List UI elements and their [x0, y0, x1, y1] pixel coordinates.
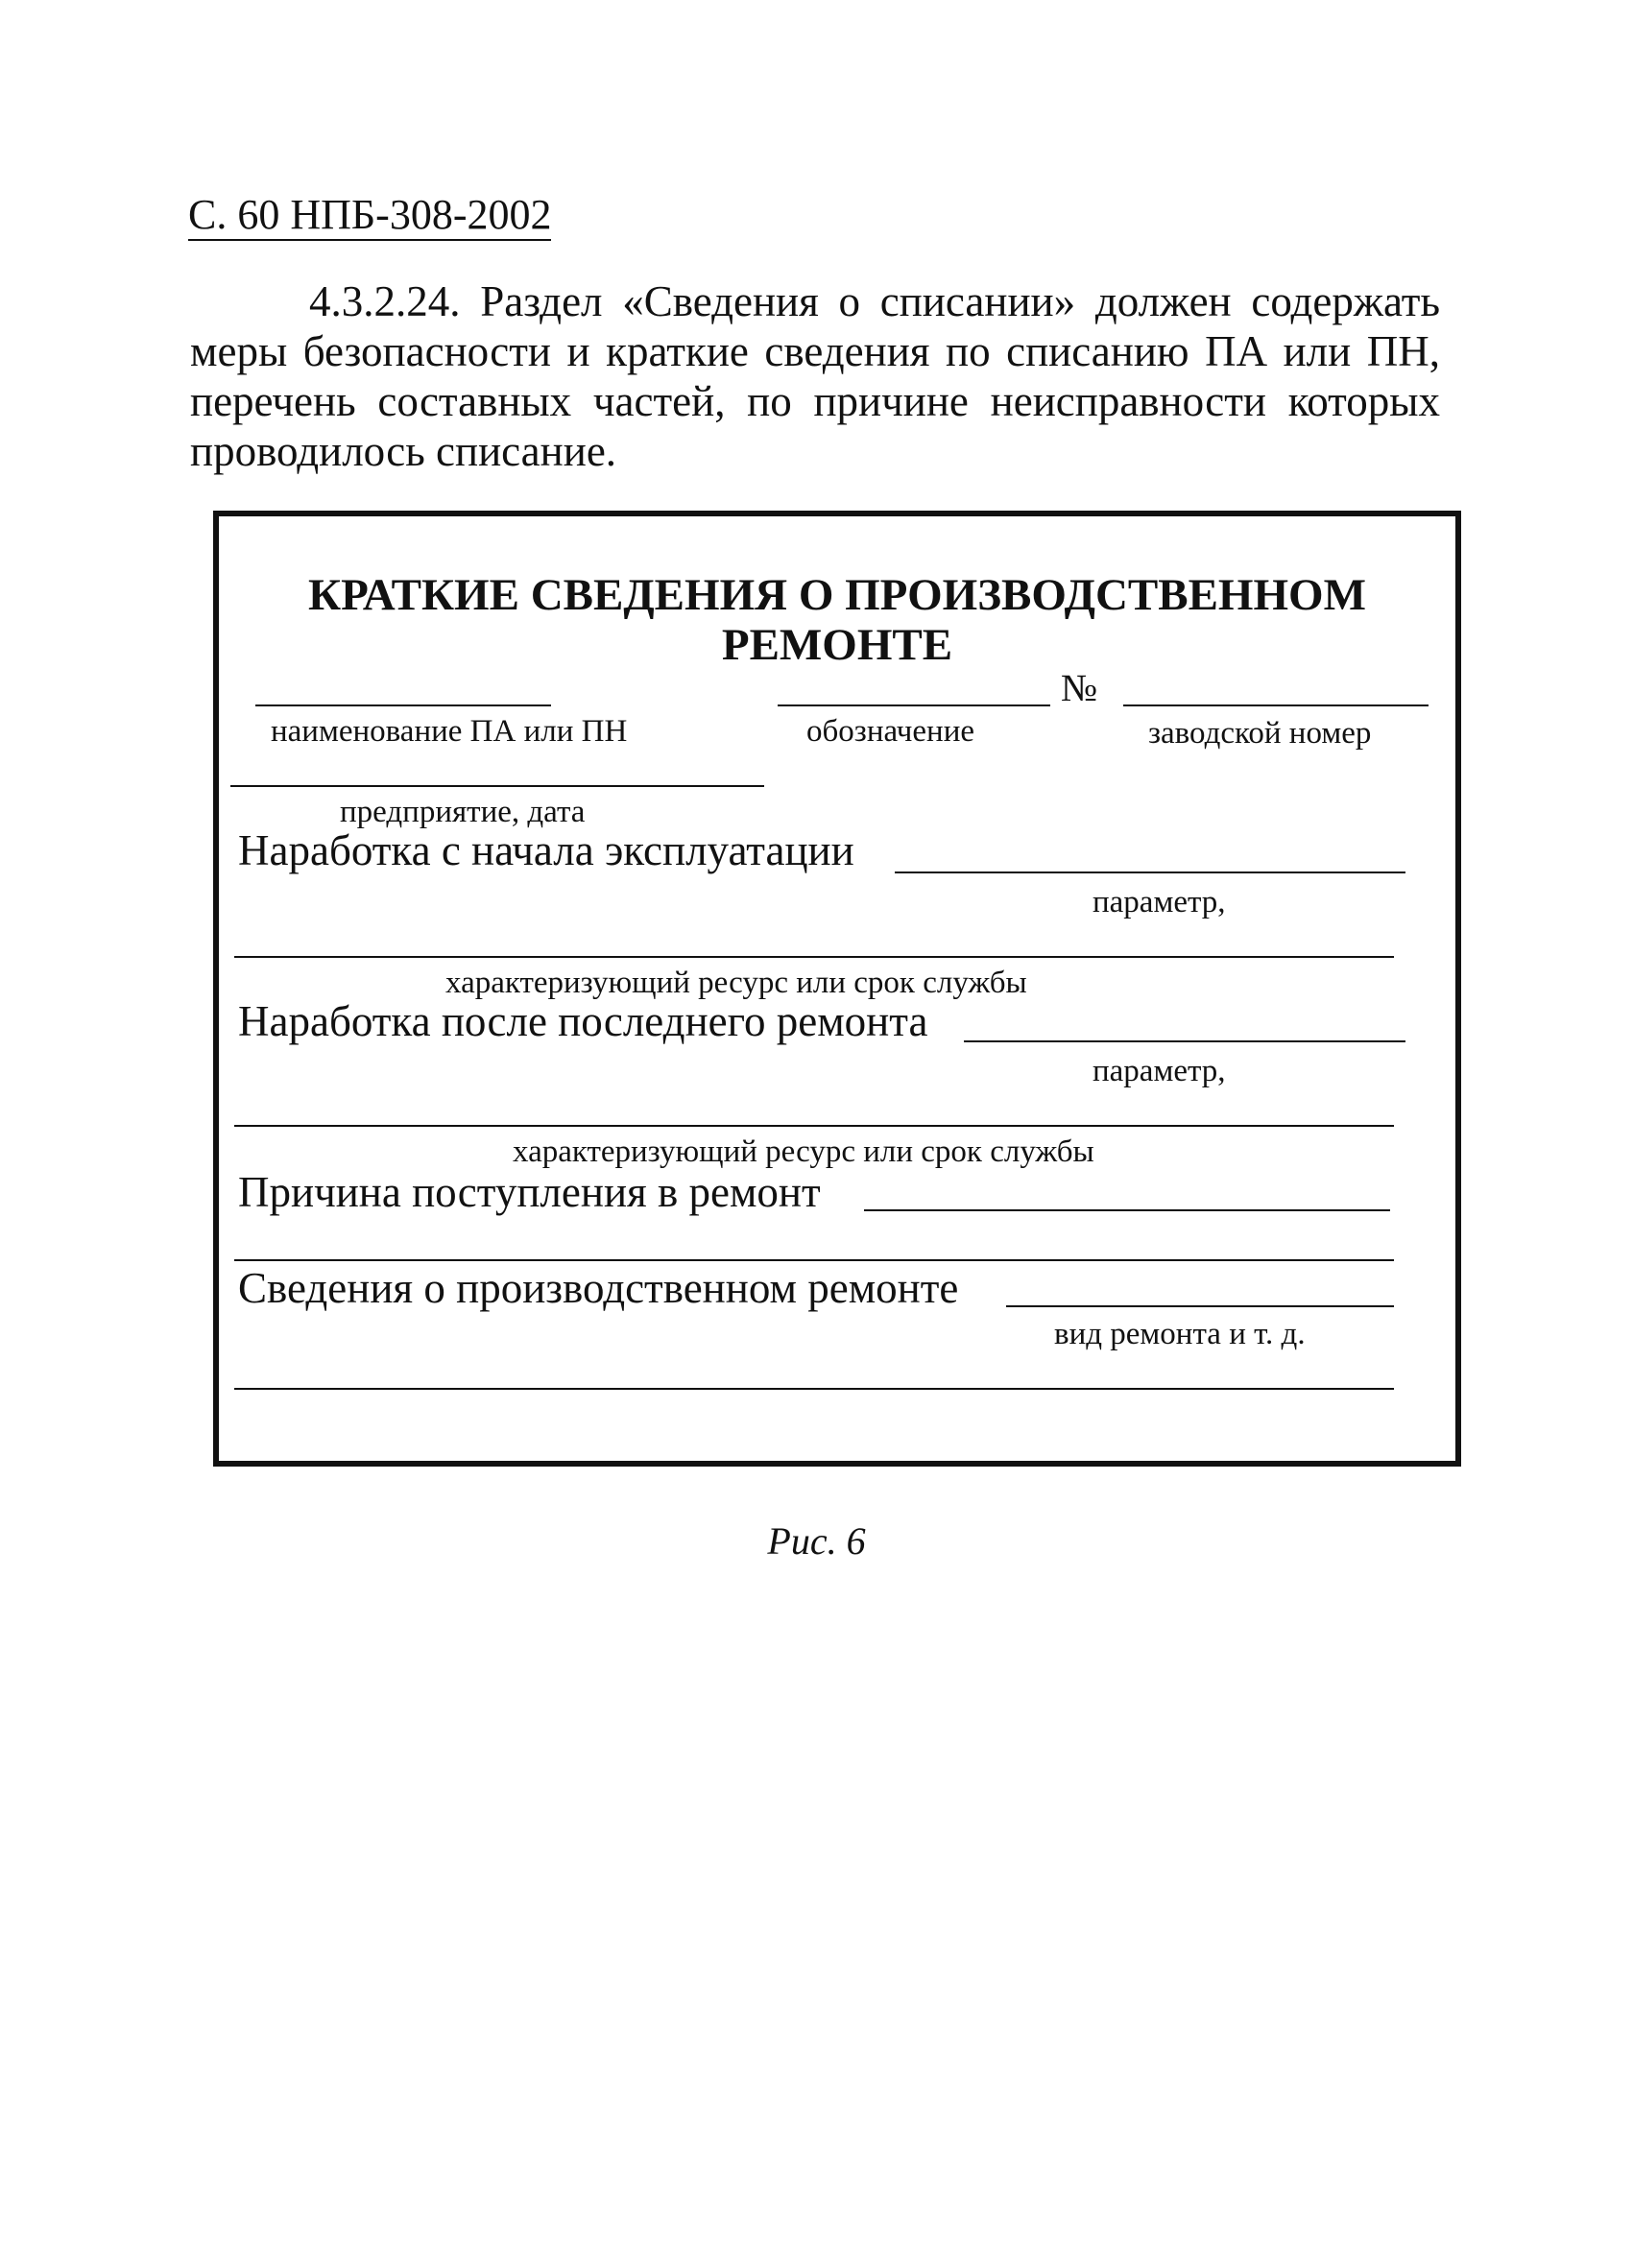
- label-operating-since-start: Наработка с начала эксплуатации: [238, 826, 854, 874]
- repair-reason-line[interactable]: [864, 1209, 1390, 1211]
- label-operating-since-repair: Наработка после последнего ремонта: [238, 997, 928, 1045]
- serial-field-line[interactable]: [1123, 704, 1429, 706]
- section-paragraph: 4.3.2.24. Раздел «Сведения о списании» должен содержать меры безопасности и краткие сведения по списанию ПА или ПН, перечень составных частей, по причине неисправности которых проводилось списание.: [190, 277, 1440, 475]
- form-title-line-1: КРАТКИЕ СВЕДЕНИЯ О ПРОИЗВОДСТВЕННОМ: [308, 570, 1366, 620]
- caption-serial: заводской номер: [1148, 716, 1372, 751]
- caption-parameter-1: параметр,: [1093, 885, 1226, 919]
- form-title-line-2: РЕМОНТЕ: [721, 620, 953, 670]
- figure-caption: Рис. 6: [767, 1519, 866, 1563]
- operating-since-start-line-2[interactable]: [234, 956, 1394, 958]
- enterprise-field-line[interactable]: [230, 785, 764, 787]
- form-title: [219, 570, 1455, 670]
- number-sign: №: [1061, 666, 1098, 709]
- operating-since-repair-line[interactable]: [964, 1040, 1405, 1042]
- label-repair-reason: Причина поступления в ремонт: [238, 1168, 821, 1216]
- repair-form: [213, 511, 1461, 1467]
- label-repair-info: Сведения о производственном ремонте: [238, 1264, 959, 1312]
- caption-enterprise: предприятие, дата: [340, 795, 586, 829]
- caption-name: наименование ПА или ПН: [271, 714, 628, 749]
- operating-since-start-line[interactable]: [895, 871, 1405, 873]
- caption-designation: обозначение: [806, 714, 975, 749]
- name-field-line[interactable]: [255, 704, 551, 706]
- repair-info-line[interactable]: [1006, 1305, 1394, 1307]
- caption-resource-1: характеризующий ресурс или срок службы: [445, 966, 1027, 1000]
- caption-parameter-2: параметр,: [1093, 1054, 1226, 1088]
- caption-resource-2: характеризующий ресурс или срок службы: [513, 1134, 1094, 1169]
- operating-since-repair-line-2[interactable]: [234, 1125, 1394, 1127]
- page-header: С. 60 НПБ-308-2002: [188, 194, 551, 241]
- repair-reason-line-2[interactable]: [234, 1259, 1394, 1261]
- repair-info-line-2[interactable]: [234, 1388, 1394, 1390]
- designation-field-line[interactable]: [778, 704, 1050, 706]
- caption-repair-type: вид ремонта и т. д.: [1054, 1317, 1306, 1351]
